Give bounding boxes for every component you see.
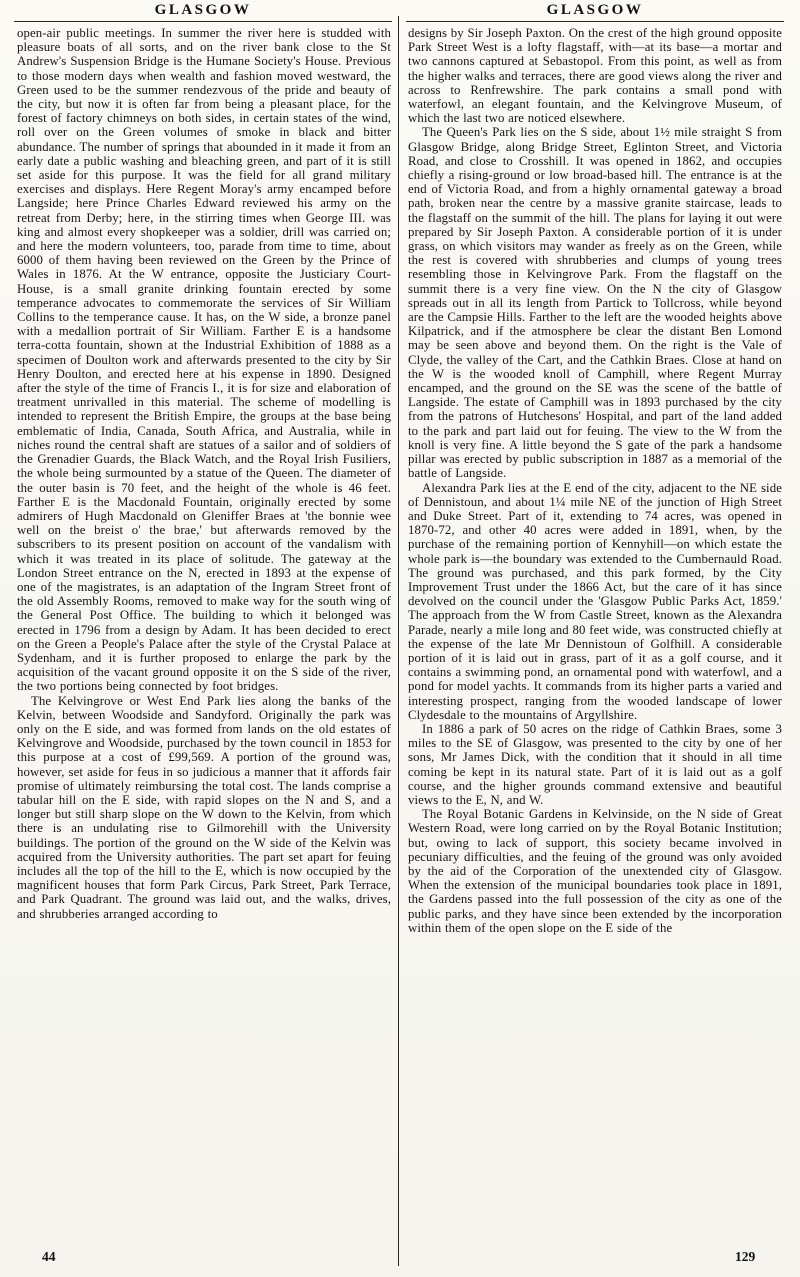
left-column [17,26,391,921]
right-column [408,26,782,935]
paragraph-green-continuation: open-air public meetings. In summer the river here is studded with pleasure boats of all sorts, and on the river bank close to the St Andrew's Suspension Bridge is the Humane Society's House. Previous to those modern days when wealth and fashion moved westward, the Green used to be the summer rendezvous of the pride and beauty of the city, but now it is often far from being a pleasant place, for the forest of factory chimneys on both sides, in certain states of the wind, roll over on the Green volumes of smoke in black and bitter abundance. The number of springs that abounded in it made it from an early date a public washing and bleaching green, and part of it is still set aside for this purpose. It was the field for all grand military exercises and displays. Here Regent Moray's army encamped before Langside; here Prince Charles Edward reviewed his army on the retreat from Derby; here, in the stirring times when George III. was king and almost every shopkeeper was a soldier, drill was carried on; and here the modern volunteers, too, parade from time to time, about 6000 of them having been reviewed on the Green by the Prince of Wales in 1876. At the W entrance, opposite the Justiciary Court-House, is a small granite drinking fountain erected by some temperance advocates to commemorate the services of Sir William Collins to the temperance cause. It has, on the W side, a bronze panel with a medallion portrait of Sir William. Farther E is a handsome terra-cotta fountain, shown at the Industrial Exhibition of 1888 as a specimen of Doulton work and afterwards presented to the city by Sir Henry Doulton, and erected here at his expense in 1890. Designed after the style of the time of Francis I., it is for size and elaboration of treatment unrivalled in this material. The scheme of modelling is intended to represent the British Empire, the groups at the base being emblematic of India, Canada, South Africa, and Australia, while in niches round the central shaft are statues of a sailor and of soldiers of the Grenadier Guards, the Black Watch, and the Royal Irish Fusiliers, the whole being surmounted by a statue of the Queen. The diameter of the outer basin is 70 feet, and the height of the whole is 46 feet. Farther E is the Macdonald Fountain, originally erected by some admirers of Hugh Macdonald on Gleniffer Braes at 'the bonnie wee well on the breist o' the brae,' but afterwards removed by the subscribers to its present position on account of the vandalism with which it was treated in its place of solitude. The gateway at the London Street entrance on the N, erected in 1893 at the expense of one of the magistrates, is an adaptation of the Ingram Street front of the old Assembly Rooms, removed to make way for the south wing of the General Post Office. The building to which it belonged was erected in 1796 from a design by Adam. It has been decided to erect on the Green a People's Palace after the style of the Crystal Palace at Sydenham, and it is further proposed to enlarge the park by the acquisition of the vacant ground opposite it on the S side of the river, the two portions being connected by foot bridges. [17,26,391,694]
right-page-number: 129 [735,1249,756,1264]
left-page-number: 44 [42,1249,56,1264]
right-header-rule [406,21,784,22]
right-column-header: GLASGOW [546,2,644,18]
paragraph-queens-park: The Queen's Park lies on the S side, about 1½ mile straight S from Glasgow Bridge, along Bridge Street, Eglinton Street, and Victoria Road, and close to Crosshill. It was opened in 1862, and occupies chiefly a rising-ground or low broad-based hill. The entrance is at the end of Victoria Road, and from a highly ornamental gateway a broad path, broken near the centre by a massive granite staircase, leads to the flagstaff on the summit of the hill. The plans for laying it out were prepared by Sir Joseph Paxton. A considerable portion of it is under grass, on which visitors may wander as freely as on the Green, while the rest is covered with shrubberies and clumps of young trees resembling those in Kelvingrove Park. From the flagstaff on the summit there is a very fine view. On the N the city of Glasgow spreads out in all its length from Partick to Tollcross, while beyond are the Campsie Hills. Farther to the left are the wooded heights above Kilpatrick, and if the atmosphere be clear the distant Ben Lomond may be seen above and beyond them. On the right is the Vale of Clyde, the valley of the Cart, and the Cathkin Braes. Close at hand on the W is the wooded knoll of Camphill, where Regent Murray encamped, and the ground on the SE was the scene of the battle of Langside. The estate of Camphill was in 1893 purchased by the city from the patrons of Hutchesons' Hospital, and part of the land added to the park and part laid out for feuing. The view to the W from the knoll is very fine. A little beyond the S gate of the park a handsome pillar was erected by public subscription in 1887 as a memorial of the battle of Langside. [408,125,782,481]
left-column-header: GLASGOW [154,2,252,18]
paragraph-paxton-continuation: designs by Sir Joseph Paxton. On the crest of the high ground opposite Park Street West is a lofty flagstaff, with—at its base—a mortar and two cannons captured at Sebastopol. From this point, as well as from the higher walks and terraces, there are good views along the river and across to Renfrewshire. The park contains a small pond with waterfowl, an elegant fountain, and the Kelvingrove Museum, of which the last two are noticed elsewhere. [408,26,782,126]
paragraph-kelvingrove-park: The Kelvingrove or West End Park lies along the banks of the Kelvin, between Woodside and Sandyford. Originally the park was only on the E side, and was formed from lands on the old estates of Kelvingrove and Woodside, purchased by the town council in 1853 for this purpose at a cost of £99,569. A portion of the ground was, however, set aside for feus in so judicious a manner that it affords fair promise of ultimately reimbursing the total cost. The lands comprise a tabular hill on the E side, with rapid slopes on the N and S, and a longer but still sharp slope on the W down to the Kelvin, from which there is an undulating rise to Gilmorehill with the University buildings. The portion of the ground on the W side of the Kelvin was acquired from the University authorities. The part set apart for feuing includes all the top of the hill to the E, which is now occupied by the magnificent houses that form Park Circus, Park Street, Park Terrace, and Park Quadrant. The ground was laid out, and the walks, drives, and shrubberies arranged according to [17,693,391,921]
paragraph-alexandra-park: Alexandra Park lies at the E end of the city, adjacent to the NE side of Dennistoun, and about 1¼ mile NE of the junction of High Street and Duke Street. Part of it, extending to 74 acres, was opened in 1870-72, and other 40 acres were added in 1891, when, by the purchase of the remaining portion of Kennyhill—on which estate the whole park is—the boundary was extended to the Cumbernauld Road. The ground was purchased, and this park formed, by the City Improvement Trust under the 1866 Act, but the care of it has since devolved on the council under the 'Glasgow Public Parks Act, 1859.' The approach from the W from Castle Street, known as the Alexandra Parade, nearly a mile long and 80 feet wide, was constructed chiefly at the expense of the late Mr Dennistoun of Golfhill. A considerable portion of it is laid out in grass, part of it as a golf course, and it contains a swimming pond, an ornamental pond with waterfowl, and a pond for model yachts. It commands from its higher parts a varied and interesting prospect, ranging from the wooded landscape of lower Clydesdale to the mountains of Argyllshire. [408,480,782,722]
paragraph-cathkin-braes-park: In 1886 a park of 50 acres on the ridge of Cathkin Braes, some 3 miles to the SE of Glasgow, was presented to the city by one of her sons, Mr James Dick, with the condition that it should in all time coming be kept in its natural state. Part of it is laid out as a golf course, and the higher grounds command extensive and beautiful views to the E, N, and W. [408,721,782,807]
left-header-rule [14,21,392,22]
column-divider [398,16,399,1266]
paragraph-royal-botanic-gardens: The Royal Botanic Gardens in Kelvinside, on the N side of Great Western Road, were long carried on by the Royal Botanic Institution; but, owing to lack of support, this society became involved in pecuniary difficulties, and the feuing of the ground was only avoided by the aid of the Corporation of the unextended city of Glasgow. When the extension of the municipal boundaries took place in 1891, the Gardens passed into the full possession of the city as one of the public parks, and they have since been extended by the incorporation within them of the open slope on the E side of the [408,807,782,935]
